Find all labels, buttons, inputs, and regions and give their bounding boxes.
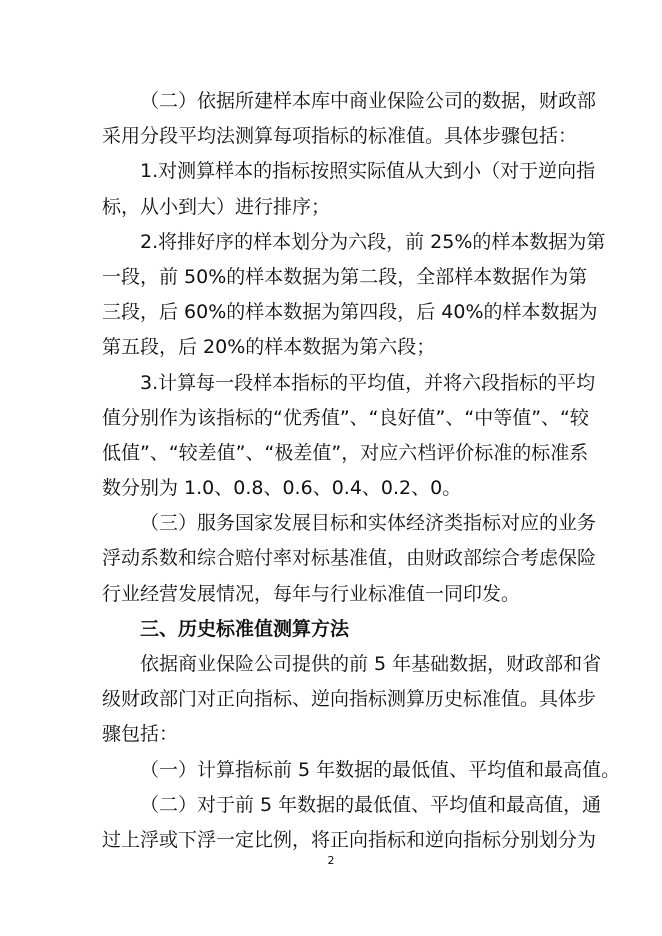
text-line: 浮动系数和综合赔付率对标基准值，由财政部综合考虑保险	[102, 547, 597, 570]
text-line: 第五段，后 20%的样本数据为第六段；	[102, 336, 436, 359]
text-line: 2.将排好序的样本划分为六段，前 25%的样本数据为第	[140, 230, 606, 253]
text-line: 3.计算每一段样本指标的平均值，并将六段指标的平均	[140, 371, 596, 394]
text-line: 骤包括：	[102, 723, 179, 746]
text-line: 三段，后 60%的样本数据为第四段，后 40%的样本数据为	[102, 301, 598, 324]
text-line: 1.对测算样本的指标按照实际值从大到小（对于逆向指	[140, 160, 596, 183]
text-line: 级财政部门对正向指标、逆向指标测算历史标准值。具体步	[102, 688, 597, 711]
text-line: （二）依据所建样本库中商业保险公司的数据，财政部	[140, 90, 597, 112]
text-line: （三）服务国家发展目标和实体经济类指标对应的业务	[140, 512, 597, 535]
text-line: 过上浮或下浮一定比例，将正向指标和逆向指标分别划分为	[102, 828, 597, 851]
paragraph	[102, 506, 597, 612]
paragraph	[102, 788, 602, 858]
text-line: 值分别作为该指标的“优秀值”、“良好值”、“中等值”、“较	[102, 406, 589, 429]
paragraph	[102, 225, 606, 366]
document-body	[102, 84, 621, 858]
text-line: 低值”、“较差值”、“极差值”，对应六档评价标准的标准系	[102, 441, 589, 464]
text-line: 三、历史标准值测算方法	[140, 617, 350, 640]
paragraph	[102, 647, 602, 753]
paragraph	[102, 366, 596, 507]
paragraph	[102, 753, 621, 788]
text-line: 依据商业保险公司提供的前 5 年基础数据，财政部和省	[140, 653, 602, 675]
text-line: 采用分段平均法测算每项指标的标准值。具体步骤包括：	[102, 125, 578, 148]
paragraph	[102, 84, 597, 154]
paragraph	[102, 154, 596, 224]
text-line: （二）对于前 5 年数据的最低值、平均值和最高值，通	[140, 793, 602, 816]
text-line: （一）计算指标前 5 年数据的最低值、平均值和最高值。	[140, 758, 621, 781]
page-number: 2	[327, 854, 335, 867]
text-line: 标，从小到大）进行排序；	[102, 195, 331, 218]
text-line: 数分别为 1.0、0.8、0.6、0.4、0.2、0。	[102, 477, 462, 500]
text-line: 行业经营发展情况，每年与行业标准值一同印发。	[102, 582, 521, 605]
section-heading	[102, 612, 560, 647]
text-line: 一段，前 50%的样本数据为第二段，全部样本数据作为第	[102, 265, 588, 288]
